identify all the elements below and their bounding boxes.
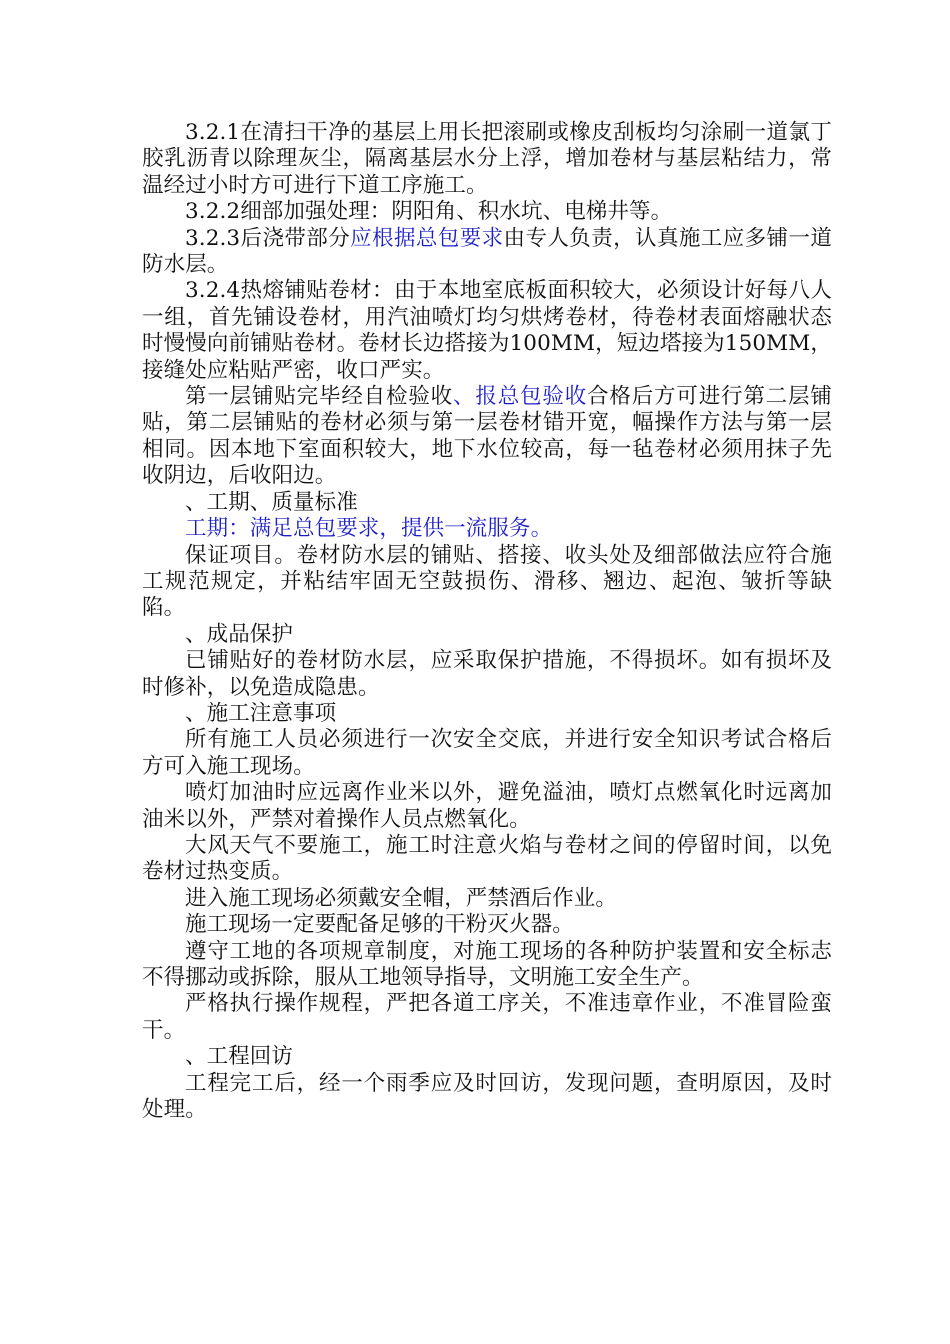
- highlighted-text: 、报总包验收: [453, 384, 588, 410]
- paragraph-blowtorch: [142, 780, 832, 833]
- section-heading-text: 、施工注意事项: [185, 700, 337, 726]
- paragraph-text: 喷灯加油时应远离作业米以外，避免溢油，喷灯点燃氧化时远离加油米以外，严禁对着操作人员点燃氧化。: [142, 780, 832, 832]
- paragraph-3-2-3: [142, 226, 832, 279]
- paragraph-text: 已铺贴好的卷材防水层，应采取保护措施，不得损坏。如有损坏及时修补，以免造成隐患。: [142, 648, 832, 700]
- paragraph-text: 由专人负责，认真施工应多铺一道防水层。: [142, 225, 832, 278]
- paragraph-text: 3.2.1在清扫干净的基层上用长把滚刷或橡皮刮板均匀涂刷一道氯丁胶乳沥青以除理灰尘，隔离基层水分上浮，增加卷材与基层粘结力，常温经过小时方可进行下道工序施工。: [142, 120, 832, 198]
- paragraph-helmet: [142, 886, 832, 912]
- paragraph-site-rules: [142, 939, 832, 992]
- section-heading-text: 、成品保护: [185, 621, 294, 647]
- section-heading-precautions: [142, 701, 832, 727]
- paragraph-text: 大风天气不要施工，施工时注意火焰与卷材之间的停留时间，以免卷材过热变质。: [142, 832, 832, 885]
- highlighted-text: 工期：满足总包要求，提供一流服务。: [185, 516, 553, 542]
- paragraph-first-layer: [142, 384, 832, 490]
- paragraph-text: 3.2.3后浇带部分: [185, 225, 351, 251]
- paragraph-procedures: [142, 991, 832, 1044]
- section-heading-schedule-quality: [142, 490, 832, 516]
- paragraph-safety-briefing: [142, 727, 832, 780]
- paragraph-guarantee: [142, 543, 832, 622]
- section-heading-text: 、工期、质量标准: [185, 489, 358, 515]
- paragraph-schedule: [142, 516, 832, 542]
- paragraph-text: 第一层铺贴完毕经自检验收: [185, 384, 454, 410]
- paragraph-text: 严格执行操作规程，严把各道工序关，不准违章作业，不准冒险蛮干。: [142, 991, 832, 1043]
- paragraph-text: 保证项目。卷材防水层的铺贴、搭接、收头处及细部做法应符合施工规范规定，并粘结牢固无空鼓损伤、滑移、翘边、起泡、皱折等缺陷。: [142, 542, 832, 621]
- paragraph-text: 3.2.4热熔铺贴卷材：由于本地室底板面积较大，必须设计好每八人一组，首先铺设卷材，用汽油喷灯均匀烘烤卷材，待卷材表面熔融状态时慢慢向前铺贴卷材。卷材长边搭接为100MM，短边塔接为150MM，接缝处应粘贴严密，收口严实。: [142, 278, 832, 383]
- paragraph-text: 3.2.2细部加强处理：阴阳角、积水坑、电梯井等。: [185, 199, 673, 225]
- paragraph-windy-weather: [142, 833, 832, 886]
- paragraph-text: 施工现场一定要配备足够的干粉灭火器。: [185, 912, 574, 938]
- paragraph-extinguisher: [142, 912, 832, 938]
- section-heading-revisit: [142, 1044, 832, 1070]
- paragraph-protection: [142, 648, 832, 701]
- paragraph-text: 进入施工现场必须戴安全帽，严禁酒后作业。: [185, 885, 618, 911]
- paragraph-text: 工程完工后，经一个雨季应及时回访，发现问题，查明原因，及时处理。: [142, 1070, 832, 1123]
- paragraph-3-2-2: [142, 199, 832, 225]
- section-heading-text: 、工程回访: [185, 1044, 294, 1070]
- section-heading-product-protection: [142, 622, 832, 648]
- paragraph-revisit: [142, 1071, 832, 1124]
- document-body: [142, 120, 832, 1123]
- paragraph-text: 所有施工人员必须进行一次安全交底，并进行安全知识考试合格后方可入施工现场。: [142, 727, 832, 779]
- paragraph-3-2-1: [142, 120, 832, 199]
- paragraph-text: 遵守工地的各项规章制度，对施工现场的各种防护装置和安全标志不得挪动或拆除，服从工地领导指导，文明施工安全生产。: [142, 938, 832, 990]
- highlighted-text: 应根据总包要求: [350, 225, 504, 251]
- paragraph-3-2-4: [142, 278, 832, 384]
- paragraph-text: 合格后方可进行第二层铺贴，第二层铺贴的卷材必须与第一层卷材错开宽，幅操作方法与第一层相同。因本地下室面积较大，地下水位较高，每一毡卷材必须用抹子先收阴边，后收阳边。: [142, 384, 832, 489]
